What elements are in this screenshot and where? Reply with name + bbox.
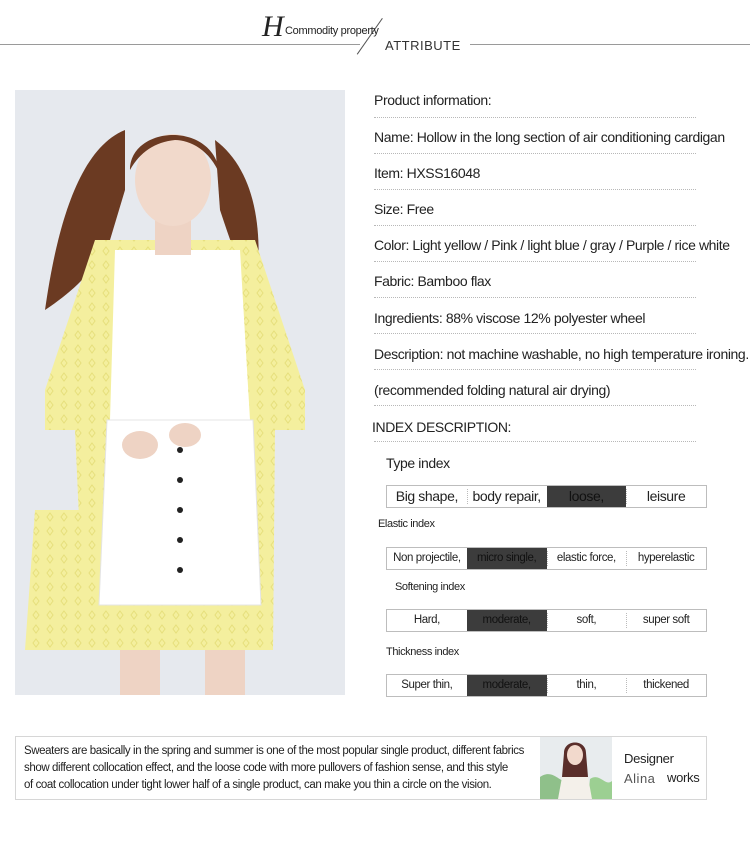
thickness-index-scale xyxy=(386,674,707,697)
softening-index-title: Softening index xyxy=(395,581,465,593)
row-divider xyxy=(374,117,696,118)
product-info-heading: Product information: xyxy=(374,92,492,108)
designer-note-line: of coat collocation under tight lower half of a single product, can make you thin a circle on the vision. xyxy=(24,779,492,791)
softening-index-option: super soft xyxy=(626,610,706,631)
header-commodity-property: Commodity property xyxy=(285,25,379,37)
type-index-option: leisure xyxy=(626,486,706,507)
designer-photo xyxy=(540,737,612,799)
product-size: Size: Free xyxy=(374,201,434,217)
designer-note-box xyxy=(15,736,707,800)
elastic-index-option: Non projectile, xyxy=(393,552,461,564)
product-care-note: (recommended folding natural air drying) xyxy=(374,382,611,398)
type-index-title: Type index xyxy=(386,455,450,471)
designer-label: Designer xyxy=(624,751,674,766)
row-divider xyxy=(374,297,696,298)
elastic-index-option: elastic force, xyxy=(547,548,627,569)
row-divider xyxy=(374,405,696,406)
header-attribute: ATTRIBUTE xyxy=(385,38,461,53)
row-divider xyxy=(374,261,696,262)
thickness-index-option-selected: moderate, xyxy=(467,675,547,696)
works-label: works xyxy=(667,770,700,785)
row-divider xyxy=(374,189,696,190)
designer-note-line: show different collocation effect, and the loose code with more pullovers of fashion sense, and this style xyxy=(24,762,508,774)
type-index-option-selected: loose, xyxy=(547,486,627,507)
type-index-option: Big shape, xyxy=(395,488,458,504)
product-ingredients: Ingredients: 88% viscose 12% polyester wheel xyxy=(374,310,646,326)
product-item: Item: HXSS16048 xyxy=(374,165,481,181)
row-divider xyxy=(374,441,696,442)
model-illustration xyxy=(15,90,345,695)
type-index-option: body repair, xyxy=(467,486,547,507)
type-index-scale xyxy=(386,485,707,508)
elastic-index-scale xyxy=(386,547,707,570)
softening-index-scale xyxy=(386,609,707,632)
row-divider xyxy=(374,153,696,154)
designer-illustration xyxy=(540,737,612,799)
elastic-index-title: Elastic index xyxy=(378,518,435,530)
product-color: Color: Light yellow / Pink / light blue / gray / Purple / rice white xyxy=(374,237,730,253)
softening-index-option: Hard, xyxy=(413,614,440,626)
header-divider-left xyxy=(0,44,360,45)
elastic-index-option-selected: micro single, xyxy=(467,548,547,569)
designer-name: Alina xyxy=(624,771,656,786)
elastic-index-option: hyperelastic xyxy=(626,548,706,569)
row-divider xyxy=(374,225,696,226)
thickness-index-option: thickened xyxy=(626,675,706,696)
product-description: Description: not machine washable, no high temperature ironing. xyxy=(374,346,749,362)
softening-index-option-selected: moderate, xyxy=(467,610,547,631)
row-divider xyxy=(374,333,696,334)
designer-note-line: Sweaters are basically in the spring and summer is one of the most popular single product, different fabrics xyxy=(24,745,524,757)
thickness-index-title: Thickness index xyxy=(386,646,459,658)
header-divider-right xyxy=(470,44,750,45)
header-initial: H xyxy=(262,10,284,43)
thickness-index-option: thin, xyxy=(547,675,627,696)
product-fabric: Fabric: Bamboo flax xyxy=(374,273,491,289)
product-photo xyxy=(15,90,345,695)
row-divider xyxy=(374,369,696,370)
product-name: Name: Hollow in the long section of air conditioning cardigan xyxy=(374,129,725,145)
softening-index-option: soft, xyxy=(547,610,627,631)
designer-note-text xyxy=(24,743,539,794)
thickness-index-option: Super thin, xyxy=(401,679,453,691)
index-description-heading: INDEX DESCRIPTION: xyxy=(372,419,512,435)
